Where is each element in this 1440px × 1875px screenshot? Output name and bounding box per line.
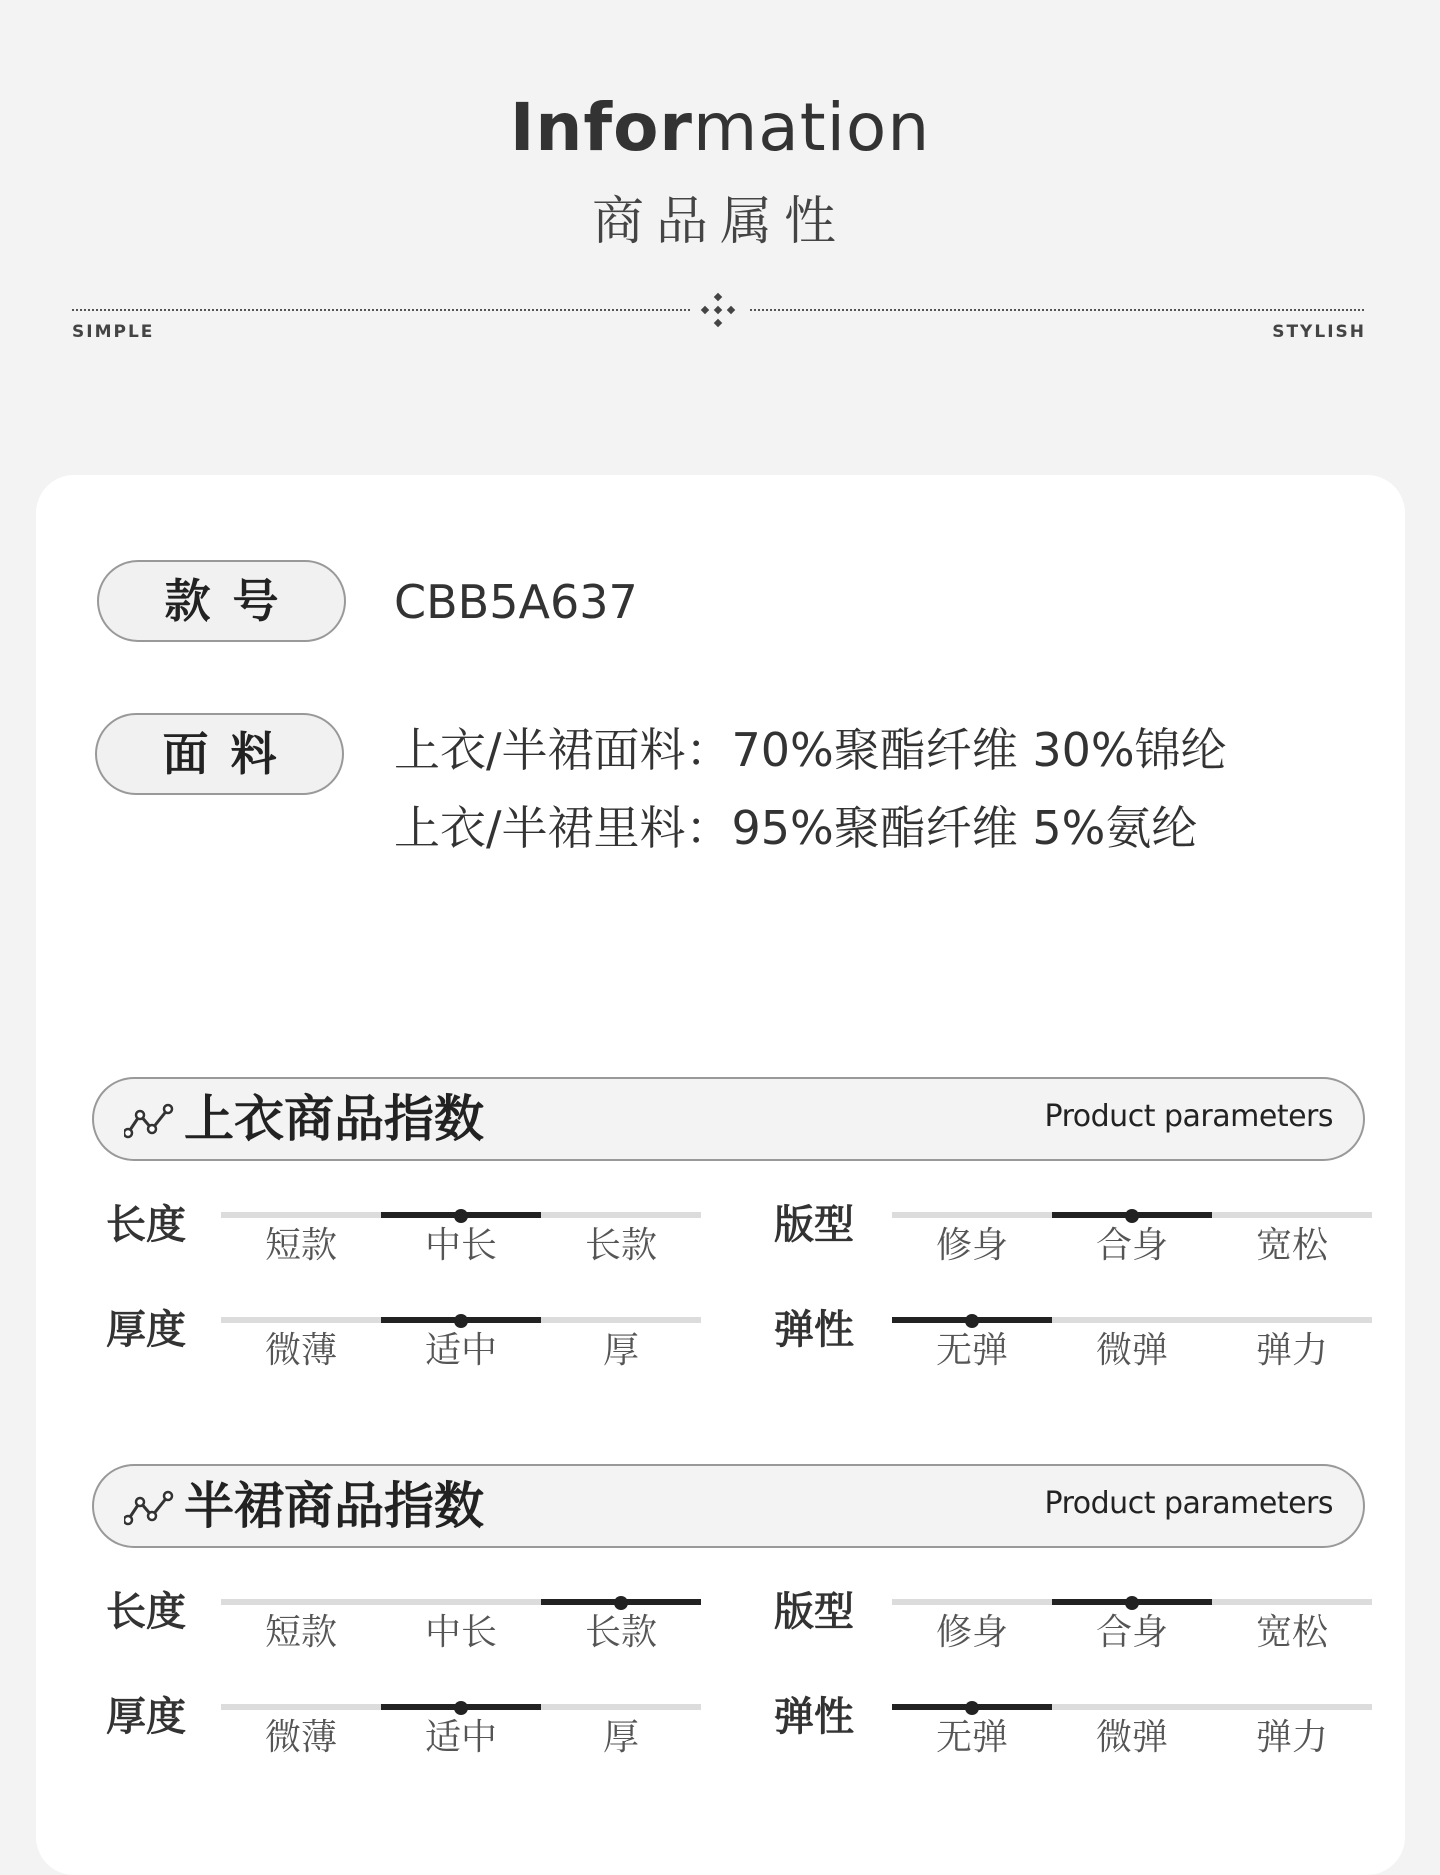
param-option: 弹力 bbox=[1255, 1717, 1328, 1758]
param-selected-dot bbox=[965, 1314, 979, 1328]
param-selected-dot bbox=[454, 1314, 468, 1328]
section-subtitle: Product parameters bbox=[1044, 1486, 1333, 1521]
page-title-zh: 商品属性 bbox=[591, 192, 848, 252]
section-subtitle: Product parameters bbox=[1044, 1099, 1333, 1134]
section-header-bar bbox=[92, 1077, 1365, 1161]
param-label: 弹性 bbox=[774, 1307, 854, 1353]
param-label: 弹性 bbox=[774, 1694, 854, 1740]
param-option: 微弹 bbox=[1095, 1330, 1168, 1371]
section-header-bar bbox=[92, 1464, 1365, 1548]
param-option: 宽松 bbox=[1255, 1225, 1328, 1266]
param-option: 无弹 bbox=[935, 1330, 1008, 1371]
param-selected-dot bbox=[1125, 1596, 1139, 1610]
param-option: 微薄 bbox=[264, 1330, 337, 1371]
param-option: 中长 bbox=[424, 1612, 497, 1653]
param-option: 适中 bbox=[424, 1330, 497, 1371]
param-option: 弹力 bbox=[1255, 1330, 1328, 1371]
left-side-word: SIMPLE bbox=[72, 322, 155, 342]
param-option: 合身 bbox=[1095, 1612, 1168, 1653]
diamond-dots-icon bbox=[700, 292, 736, 328]
param-label: 版型 bbox=[774, 1589, 854, 1635]
right-side-word: STYLISH bbox=[1272, 322, 1366, 342]
param-option: 厚 bbox=[602, 1717, 639, 1758]
style-number-value: CBB5A637 bbox=[394, 575, 638, 629]
param-option: 修身 bbox=[935, 1225, 1008, 1266]
param-selected-dot bbox=[454, 1701, 468, 1715]
divider-line-left bbox=[72, 309, 690, 311]
param-option: 修身 bbox=[935, 1612, 1008, 1653]
page-title-en bbox=[0, 88, 1440, 168]
param-option: 长款 bbox=[584, 1612, 657, 1653]
param-label: 长度 bbox=[106, 1202, 186, 1248]
param-label: 长度 bbox=[106, 1589, 186, 1635]
param-option: 微弹 bbox=[1095, 1717, 1168, 1758]
param-option: 短款 bbox=[264, 1225, 337, 1266]
param-label: 厚度 bbox=[106, 1694, 186, 1740]
param-option: 微薄 bbox=[264, 1717, 337, 1758]
trend-line-icon bbox=[124, 1490, 174, 1526]
param-selected-dot bbox=[614, 1596, 628, 1610]
page-title-en-rest: mation bbox=[692, 89, 931, 166]
param-option: 厚 bbox=[602, 1330, 639, 1371]
param-selected-dot bbox=[965, 1701, 979, 1715]
fabric-line-outer: 上衣/半裙面料：70%聚酯纤维 30%锦纶 bbox=[394, 723, 1227, 777]
page-title-en-bold: Infor bbox=[509, 89, 693, 166]
param-selected-dot bbox=[454, 1209, 468, 1223]
param-option: 适中 bbox=[424, 1717, 497, 1758]
param-label: 版型 bbox=[774, 1202, 854, 1248]
divider-line-right bbox=[750, 309, 1364, 311]
trend-line-icon bbox=[124, 1103, 174, 1139]
info-card bbox=[36, 475, 1405, 1875]
param-option: 长款 bbox=[584, 1225, 657, 1266]
param-option: 无弹 bbox=[935, 1717, 1008, 1758]
section-title: 上衣商品指数 bbox=[184, 1090, 484, 1148]
param-label: 厚度 bbox=[106, 1307, 186, 1353]
param-selected-dot bbox=[1125, 1209, 1139, 1223]
style-number-label: 款号 bbox=[97, 560, 346, 642]
fabric-line-lining: 上衣/半裙里料：95%聚酯纤维 5%氨纶 bbox=[394, 801, 1198, 855]
fabric-label: 面料 bbox=[95, 713, 344, 795]
param-option: 中长 bbox=[424, 1225, 497, 1266]
section-title: 半裙商品指数 bbox=[184, 1477, 484, 1535]
param-option: 短款 bbox=[264, 1612, 337, 1653]
param-option: 合身 bbox=[1095, 1225, 1168, 1266]
param-option: 宽松 bbox=[1255, 1612, 1328, 1653]
